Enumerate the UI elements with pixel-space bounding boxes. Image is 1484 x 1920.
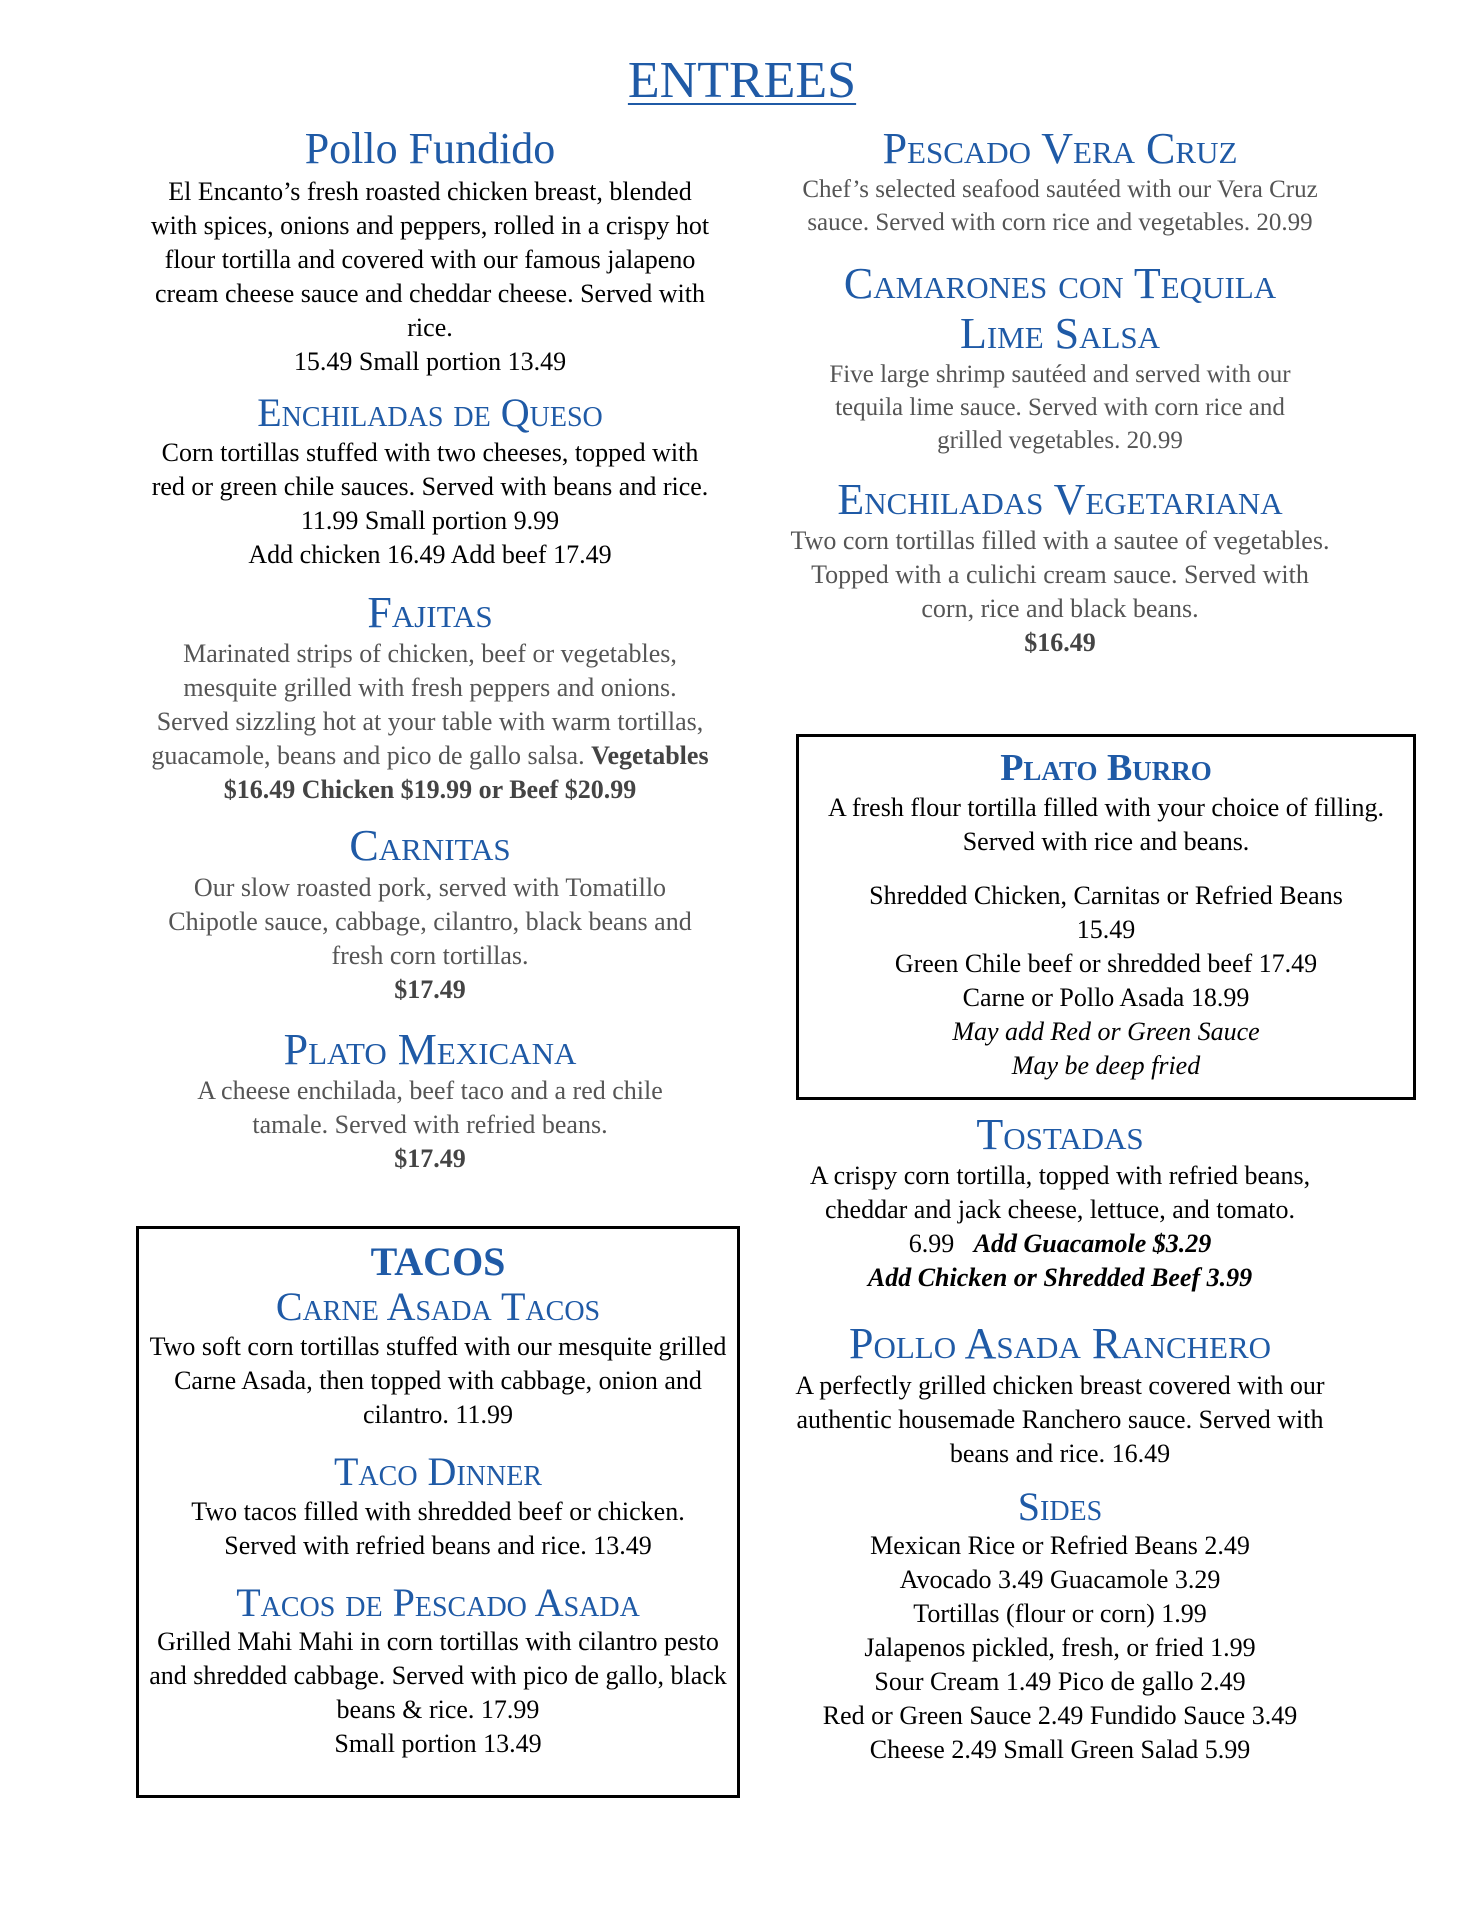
tacos-heading: TACOS [370,1239,506,1284]
tostadas-desc-text: A crispy corn tortilla, topped with refried beans, cheddar and jack cheese, lettuce, and tomato. 6.99 [809,1161,1311,1259]
side-item: Sour Cream 1.49 Pico de gallo 2.49 [874,1667,1246,1697]
enchiladas-queso-desc: Corn tortillas stuffed with two cheeses, topped with red or green chile sauces. Served with beans and rice. 11.99 Small portion 9.99 [151,438,709,536]
tacos-content [149,1239,727,1761]
carne-asada-tacos-desc: Two soft corn tortillas stuffed with our mesquite grilled Carne Asada, then topped with cabbage, onion and cilantro. 11.99 [149,1331,727,1429]
pescado-vera-cruz-desc: Chef’s selected seafood sautéed with our Vera Cruz sauce. Served with corn rice and vegetables. 20.99 [802,176,1318,237]
carnitas-desc: Our slow roasted pork, served with Tomatillo Chipotle sauce, cabbage, cilantro, black beans and fresh corn tortillas. [168,872,692,970]
side-item: Mexican Rice or Refried Beans 2.49 [870,1531,1250,1561]
fajitas-title: Fajitas [367,588,493,638]
right-column-bottom [790,1110,1330,1767]
side-item: Jalapenos pickled, fresh, or fried 1.99 [864,1633,1256,1663]
camarones-title-line1: Camarones con Tequila [843,259,1277,309]
enchiladas-queso-title: Enchiladas de Queso [257,390,603,436]
carnitas-title: Carnitas [349,821,511,871]
tostadas-desc [790,1159,1330,1261]
pollo-fundido-price: 15.49 Small portion 13.49 [293,347,567,377]
pescado-vera-cruz-title: Pescado Vera Cruz [882,124,1238,173]
fajitas-desc-text: Marinated strips of chicken, beef or vegetables, mesquite grilled with fresh peppers and onions. Served sizzling hot at your table with warm tortillas, guacamole, beans and pico de gallo salsa. [151,639,704,771]
plato-mexicana-desc: A cheese enchilada, beef taco and a red chile tamale. Served with refried beans. [197,1075,663,1139]
plato-burro-opt2: Green Chile beef or shredded beef 17.49 [894,948,1318,978]
page-title: ENTREES [627,52,857,109]
right-column-top [790,124,1330,660]
enchiladas-veg-desc: Two corn tortillas filled with a sautee of vegetables. Topped with a culichi cream sauce. Served with corn, rice and black beans. [790,526,1330,624]
side-item: Cheese 2.49 Small Green Salad 5.99 [869,1735,1251,1765]
camarones-title-line2: Lime Salsa [959,308,1161,358]
pollo-ranchero-desc: A perfectly grilled chicken breast covered with our authentic housemade Ranchero sauce. Served with beans and rice. 16.49 [795,1370,1325,1468]
plato-burro-opt1-price: 15.49 [1076,914,1136,944]
tostadas-add-guacamole: Add Guacamole $3.29 [973,1229,1212,1259]
enchiladas-veg-title: Enchiladas Vegetariana [837,474,1283,524]
plato-burro-content [813,747,1399,1083]
tacos-pescado-desc: Grilled Mahi Mahi in corn tortillas with cilantro pesto and shredded cabbage. Served with pico de gallo, black beans & rice. 17.99 [149,1627,727,1725]
side-item: Avocado 3.49 Guacamole 3.29 [899,1565,1221,1595]
tacos-pescado-small: Small portion 13.49 [334,1729,542,1759]
plato-burro-note2: May be deep fried [1011,1050,1201,1080]
tostadas-add-chicken: Add Chicken or Shredded Beef 3.99 [867,1263,1253,1293]
tacos-pescado-title: Tacos de Pescado Asada [236,1579,640,1625]
pollo-fundido-desc: El Encanto’s fresh roasted chicken breast, blended with spices, onions and peppers, rolled in a crispy hot flour tortilla and covered with our famous jalapeno cream cheese sauce and cheddar cheese. Served with rice. [150,177,710,343]
camarones-desc: Five large shrimp sautéed and served with our tequila lime sauce. Served with corn rice and grilled vegetables. 20.99 [829,360,1291,454]
taco-dinner-title: Taco Dinner [334,1448,542,1494]
side-item: Red or Green Sauce 2.49 Fundido Sauce 3.49 [822,1701,1298,1731]
tacos-box [136,1226,740,1798]
plato-burro-box [796,734,1416,1100]
carnitas-price: $17.49 [394,974,466,1004]
fajitas-price: Vegetables $16.49 Chicken $19.99 or Beef $20.99 [223,741,709,805]
sides-title: Sides [1017,1483,1103,1529]
pollo-ranchero-title: Pollo Asada Ranchero [848,1319,1272,1369]
plato-mexicana-title: Plato Mexicana [283,1024,577,1074]
plato-burro-opt1: Shredded Chicken, Carnitas or Refried Beans [869,880,1343,910]
side-item: Tortillas (flour or corn) 1.99 [913,1599,1207,1629]
fajitas-desc [150,637,710,807]
pollo-fundido-title: Pollo Fundido [304,124,556,173]
plato-burro-desc: A fresh flour tortilla filled with your choice of filling. Served with rice and beans. [828,792,1384,856]
plato-burro-opt3: Carne or Pollo Asada 18.99 [962,982,1250,1012]
plato-burro-title: Plato Burro [1000,747,1212,789]
left-column [150,124,710,1176]
carne-asada-tacos-title: Carne Asada Tacos [275,1284,601,1329]
tostadas-title: Tostadas [976,1110,1144,1159]
plato-burro-note1: May add Red or Green Sauce [952,1016,1260,1046]
enchiladas-veg-price: $16.49 [1024,628,1096,658]
enchiladas-queso-add: Add chicken 16.49 Add beef 17.49 [248,540,612,570]
plato-mexicana-price: $17.49 [394,1143,466,1173]
taco-dinner-desc: Two tacos filled with shredded beef or chicken. Served with refried beans and rice. 13.49 [191,1496,685,1560]
